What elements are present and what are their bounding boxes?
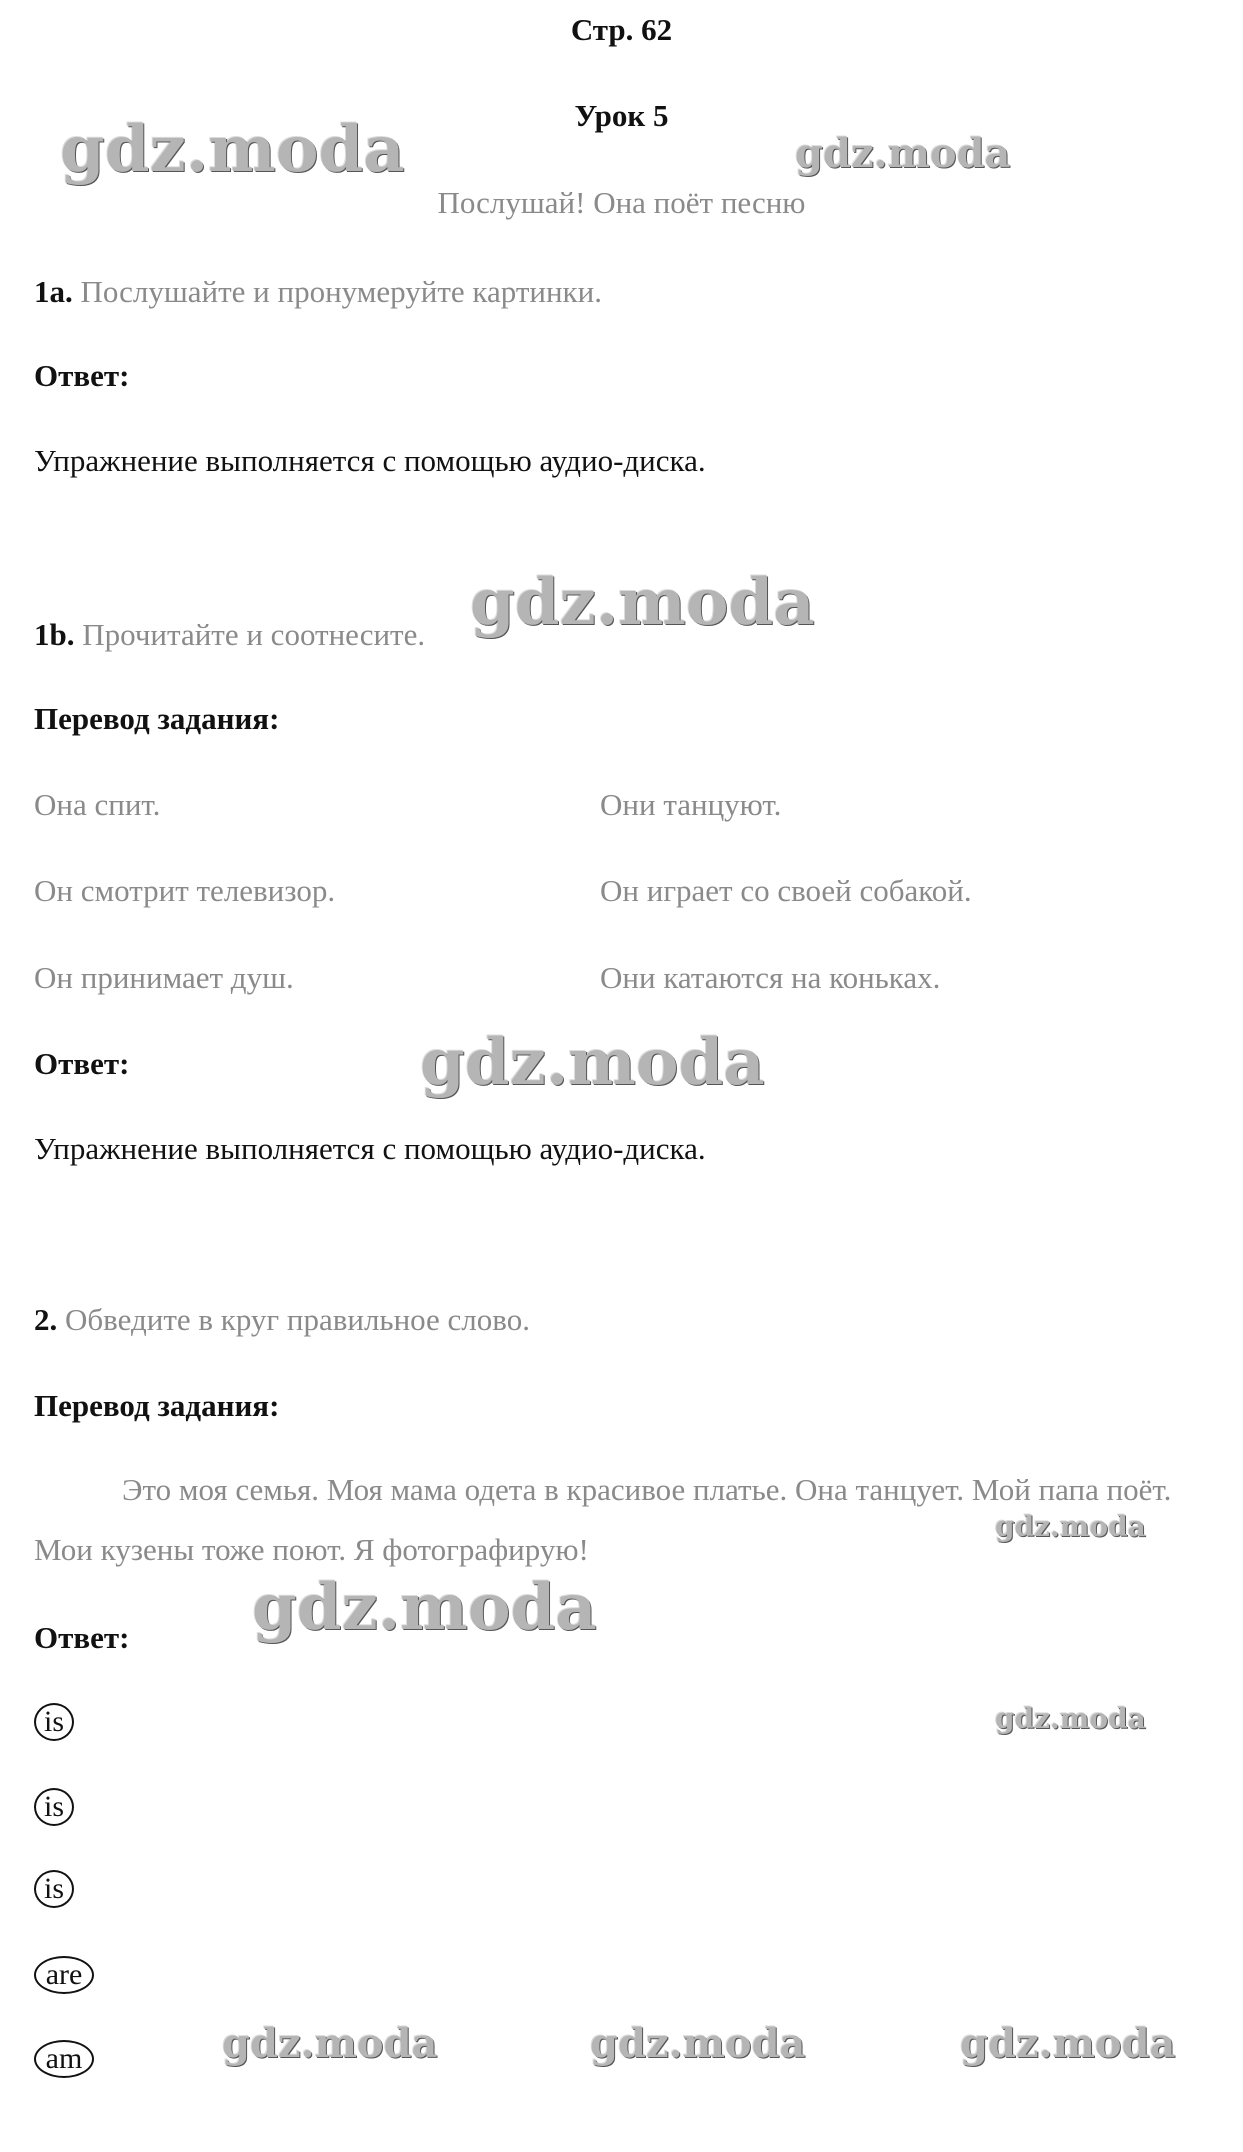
exercise-number: 1b. bbox=[34, 617, 75, 652]
watermark: gdz.moda bbox=[960, 2020, 1176, 2067]
exercise-1a-heading bbox=[34, 274, 602, 310]
translation-label: Перевод задания: bbox=[34, 1388, 280, 1423]
exercise-task: Прочитайте и соотнесите. bbox=[82, 617, 426, 652]
watermark: gdz.moda bbox=[995, 1510, 1146, 1543]
left-item: Он смотрит телевизор. bbox=[34, 873, 336, 908]
answer-label: Ответ: bbox=[34, 358, 130, 393]
answer-label: Ответ: bbox=[34, 1620, 130, 1655]
exercise-task: Послушайте и пронумеруйте картинки. bbox=[80, 274, 602, 309]
circled-answer: is bbox=[34, 1788, 74, 1826]
watermark: gdz.moda bbox=[795, 130, 1011, 177]
circled-answer: are bbox=[34, 1956, 94, 1994]
exercise-1b-heading bbox=[34, 617, 425, 653]
left-item: Она спит. bbox=[34, 787, 161, 822]
circled-answer: am bbox=[34, 2040, 94, 2078]
answer-text: Упражнение выполняется с помощью аудио-диска. bbox=[34, 443, 706, 478]
circled-answer: is bbox=[34, 1870, 74, 1908]
page-number: Стр. 62 bbox=[570, 12, 673, 47]
watermark: gdz.moda bbox=[222, 2020, 438, 2067]
watermark: gdz.moda bbox=[590, 2020, 806, 2067]
lesson-subtitle: Послушай! Она поёт песню bbox=[437, 185, 806, 220]
watermark: gdz.moda bbox=[60, 112, 405, 187]
exercise-number: 1a. bbox=[34, 274, 73, 309]
watermark: gdz.moda bbox=[252, 1570, 597, 1645]
answer-text: Упражнение выполняется с помощью аудио-диска. bbox=[34, 1131, 706, 1166]
right-item: Они катаются на коньках. bbox=[600, 960, 941, 995]
circled-answer: is bbox=[34, 1703, 74, 1741]
watermark: gdz.moda bbox=[995, 1702, 1146, 1735]
lesson-title: Урок 5 bbox=[574, 98, 669, 133]
translation-paragraph: Это моя семья. Моя мама одета в красивое платье. Она танцует. Мой папа поёт. Мои кузены тоже поют. Я фотографирую! bbox=[34, 1472, 1172, 1567]
right-item: Они танцуют. bbox=[600, 787, 782, 822]
exercise-2-heading bbox=[34, 1302, 530, 1338]
exercise-task: Обведите в круг правильное слово. bbox=[65, 1302, 530, 1337]
watermark: gdz.moda bbox=[420, 1025, 765, 1100]
answer-label: Ответ: bbox=[34, 1046, 130, 1081]
exercise-number: 2. bbox=[34, 1302, 58, 1337]
right-item: Он играет со своей собакой. bbox=[600, 873, 972, 908]
translation-label: Перевод задания: bbox=[34, 701, 280, 736]
left-item: Он принимает душ. bbox=[34, 960, 294, 995]
watermark: gdz.moda bbox=[470, 565, 815, 640]
